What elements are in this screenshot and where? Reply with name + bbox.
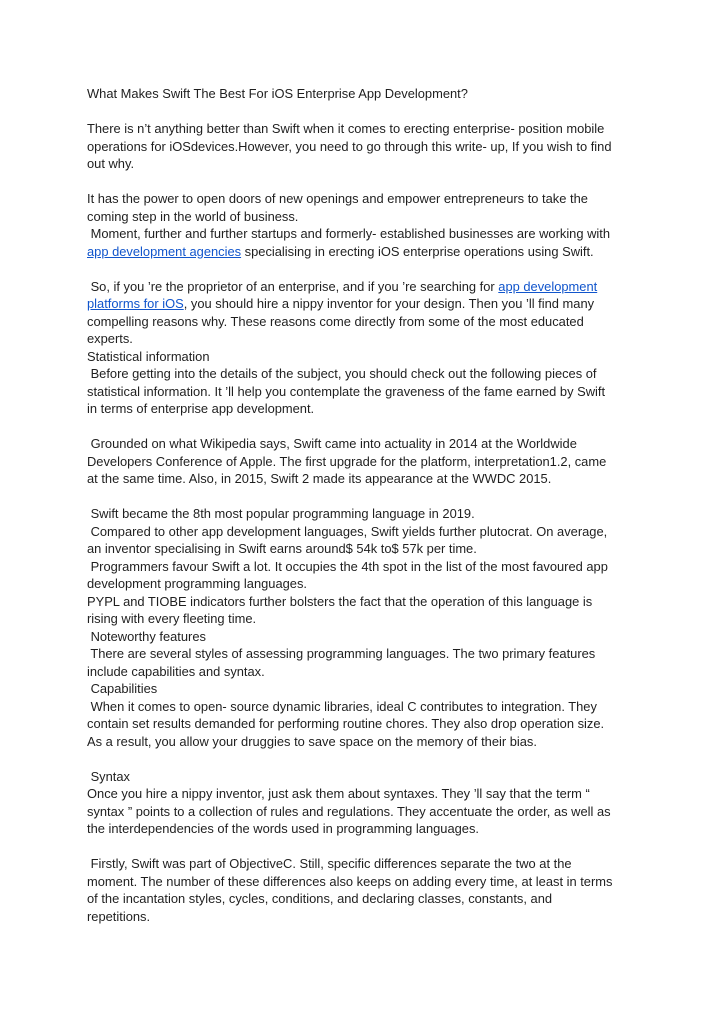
p2-line-1: It has the power to open doors of new openings and empower entrepreneurs to take the	[87, 191, 588, 206]
intro-line-1: There is n’t anything better than Swift when it comes to erecting enterprise- position mobile	[87, 121, 605, 136]
features-line-2: include capabilities and syntax.	[87, 663, 265, 679]
paragraph-gap	[87, 488, 647, 506]
syntax-line-1: Once you hire a nippy inventor, just ask them about syntaxes. They ’ll say that the term “	[87, 786, 590, 801]
features-line-1: There are several styles of assessing programming languages. The two primary features	[87, 646, 596, 661]
stat-line-3: in terms of enterprise app development.	[87, 401, 315, 416]
document-page	[87, 85, 647, 925]
p3-line-1-text: So, if you ’re the proprietor of an enterprise, and if you ’re searching for	[87, 278, 499, 294]
app-development-platforms-link-part-1[interactable]: app development	[498, 278, 598, 294]
app-development-agencies-link[interactable]: app development agencies	[87, 243, 242, 259]
wiki-line-3: at the same time. Also, in 2015, Swift 2 made its appearance at the WWDC 2015.	[87, 471, 552, 486]
paragraph-gap	[87, 750, 647, 768]
p2-line-4-text: specialising in erecting iOS enterprise operations using Swift.	[241, 243, 594, 259]
capabilities-heading: Capabilities	[87, 681, 158, 696]
facts-line-2: Compared to other app development languages, Swift yields further plutocrat. On average,	[87, 523, 608, 539]
statistical-information-heading: Statistical information	[87, 348, 210, 364]
paragraph-gap	[87, 103, 647, 121]
p2-line-2: coming step in the world of business.	[87, 208, 299, 224]
facts-line-3: an inventor specialising in Swift earns around$ 54k to$ 57k per time.	[87, 541, 477, 556]
objc-line-3: of the incantation styles, cycles, conditions, and declaring classes, constants, and	[87, 891, 553, 906]
p3-line-3: compelling reasons why. These reasons come directly from some of the most educated	[87, 313, 584, 329]
p3-line-2	[87, 295, 647, 313]
intro-line-3: out why.	[87, 156, 135, 171]
syntax-line-2: syntax ” points to a collection of rules and regulations. They accentuate the order, as well as	[87, 803, 611, 819]
p3-line-1	[87, 278, 647, 296]
paragraph-gap	[87, 838, 647, 856]
facts-line-7: rising with every fleeting time.	[87, 611, 257, 626]
paragraph-gap	[87, 173, 647, 191]
noteworthy-features-heading: Noteworthy features	[87, 628, 206, 644]
intro-line-2: operations for iOSdevices.However, you need to go through this write- up, If you wish to find	[87, 138, 612, 154]
document-title: What Makes Swift The Best For iOS Enterprise App Development?	[87, 86, 468, 101]
p2-line-4	[87, 243, 647, 261]
paragraph-gap	[87, 418, 647, 436]
p3-line-2-text: , you should hire a nippy inventor for your design. Then you ’ll find many	[183, 296, 595, 311]
facts-line-4: Programmers favour Swift a lot. It occupies the 4th spot in the list of the most favoured app	[87, 558, 608, 574]
capabilities-line-1: When it comes to open- source dynamic libraries, ideal C contributes to integration. They	[87, 698, 597, 714]
capabilities-line-2: contain set results demanded for performing routine chores. They also drop operation size.	[87, 716, 605, 731]
facts-line-5: development programming languages.	[87, 576, 307, 591]
p2-line-3: Moment, further and further startups and formerly- established businesses are working with	[87, 226, 611, 241]
app-development-platforms-link-part-2[interactable]: platforms for iOS	[87, 296, 184, 311]
objc-line-2: moment. The number of these differences also keeps on adding every time, at least in terms	[87, 873, 613, 889]
objc-line-4: repetitions.	[87, 908, 151, 924]
capabilities-line-3: As a result, you allow your druggies to save space on the memory of their bias.	[87, 733, 537, 749]
objc-line-1: Firstly, Swift was part of ObjectiveC. Still, specific differences separate the two at the	[87, 856, 572, 871]
wiki-line-1: Grounded on what Wikipedia says, Swift came into actuality in 2014 at the Worldwide	[87, 436, 577, 451]
wiki-line-2: Developers Conference of Apple. The first upgrade for the platform, interpretation1.2, came	[87, 453, 607, 469]
p3-line-4: experts.	[87, 331, 133, 346]
stat-line-2: statistical information. It ’ll help you contemplate the graveness of the fame earned by Swift	[87, 383, 606, 399]
facts-line-1: Swift became the 8th most popular programming language in 2019.	[87, 506, 475, 521]
syntax-line-3: the interdependencies of the words used in programming languages.	[87, 821, 479, 836]
stat-line-1: Before getting into the details of the subject, you should check out the following pieces of	[87, 366, 597, 381]
facts-line-6: PYPL and TIOBE indicators further bolsters the fact that the operation of this language is	[87, 593, 593, 609]
paragraph-gap	[87, 260, 647, 278]
syntax-heading: Syntax	[87, 768, 130, 784]
